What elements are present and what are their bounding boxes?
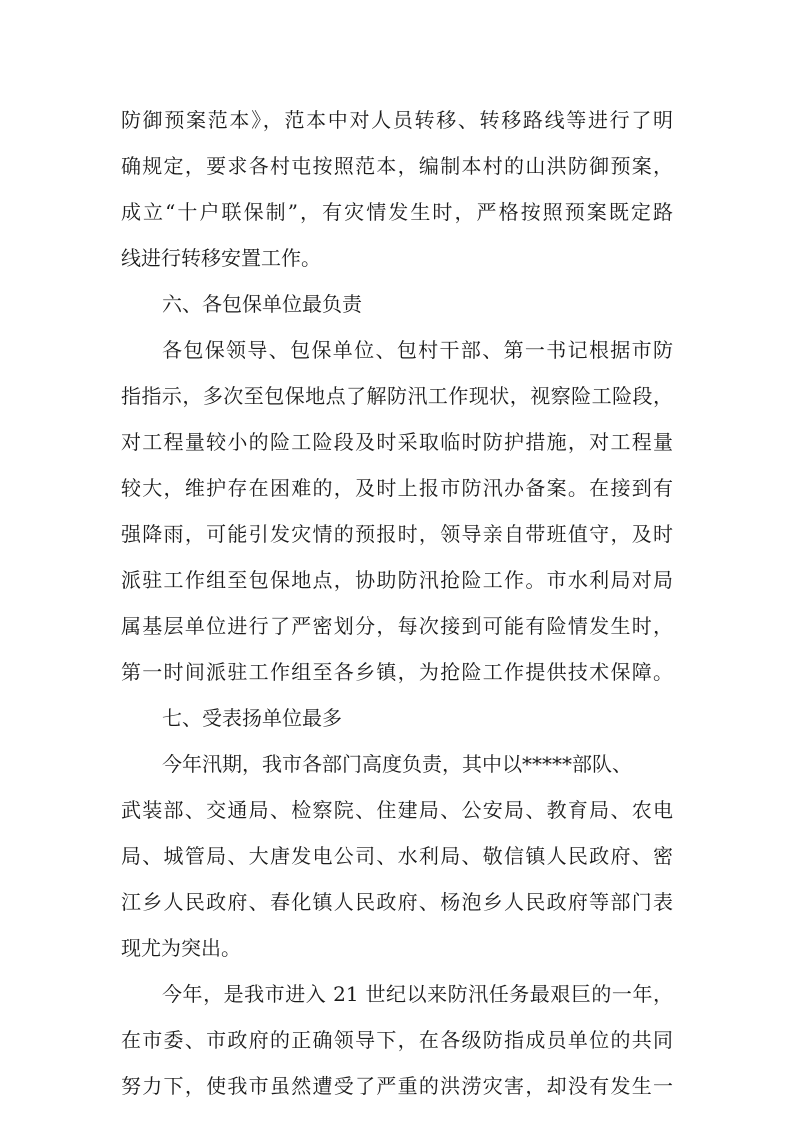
body-text-line: 防御预案范本》，范本中对人员转移、转移路线等进行了明 [121, 108, 673, 132]
body-text-line: 江乡人民政府、春化镇人民政府、杨泡乡人民政府等部门表 [121, 890, 673, 914]
body-text-line: 今年，是我市进入 21 世纪以来防汛任务最艰巨的一年， [162, 982, 673, 1006]
body-text-line: 较大，维护存在困难的，及时上报市防汛办备案。在接到有 [121, 476, 673, 500]
body-text-line: 线进行转移安置工作。 [121, 246, 321, 270]
body-text-line: 努力下，使我市虽然遭受了严重的洪涝灾害，却没有发生一 [121, 1074, 673, 1098]
body-text-line: 强降雨，可能引发灾情的预报时，领导亲自带班值守，及时 [121, 522, 673, 546]
body-text-line: 第一时间派驻工作组至各乡镇，为抢险工作提供技术保障。 [121, 660, 673, 684]
body-text-line: 指指示，多次至包保地点了解防汛工作现状，视察险工险段， [121, 384, 673, 408]
body-text-line: 派驻工作组至包保地点，协助防汛抢险工作。市水利局对局 [121, 568, 673, 592]
section-heading: 七、受表扬单位最多 [162, 706, 342, 730]
section-heading: 六、各包保单位最负责 [162, 292, 362, 316]
body-text-line: 今年汛期，我市各部门高度负责，其中以*****部队、 [162, 752, 632, 776]
body-text-line: 属基层单位进行了严密划分，每次接到可能有险情发生时， [121, 614, 673, 638]
body-text-line: 在市委、市政府的正确领导下，在各级防指成员单位的共同 [121, 1028, 673, 1052]
body-text-line: 成立“十户联保制”，有灾情发生时，严格按照预案既定路 [121, 200, 673, 224]
body-text-line: 武装部、交通局、检察院、住建局、公安局、教育局、农电 [121, 798, 673, 822]
body-text-line: 现尤为突出。 [121, 936, 241, 960]
body-text-line: 确规定，要求各村屯按照范本，编制本村的山洪防御预案， [121, 154, 673, 178]
body-text-line: 局、城管局、大唐发电公司、水利局、敬信镇人民政府、密 [121, 844, 673, 868]
body-text-line: 对工程量较小的险工险段及时采取临时防护措施，对工程量 [121, 430, 673, 454]
body-text-line: 各包保领导、包保单位、包村干部、第一书记根据市防 [162, 338, 673, 362]
